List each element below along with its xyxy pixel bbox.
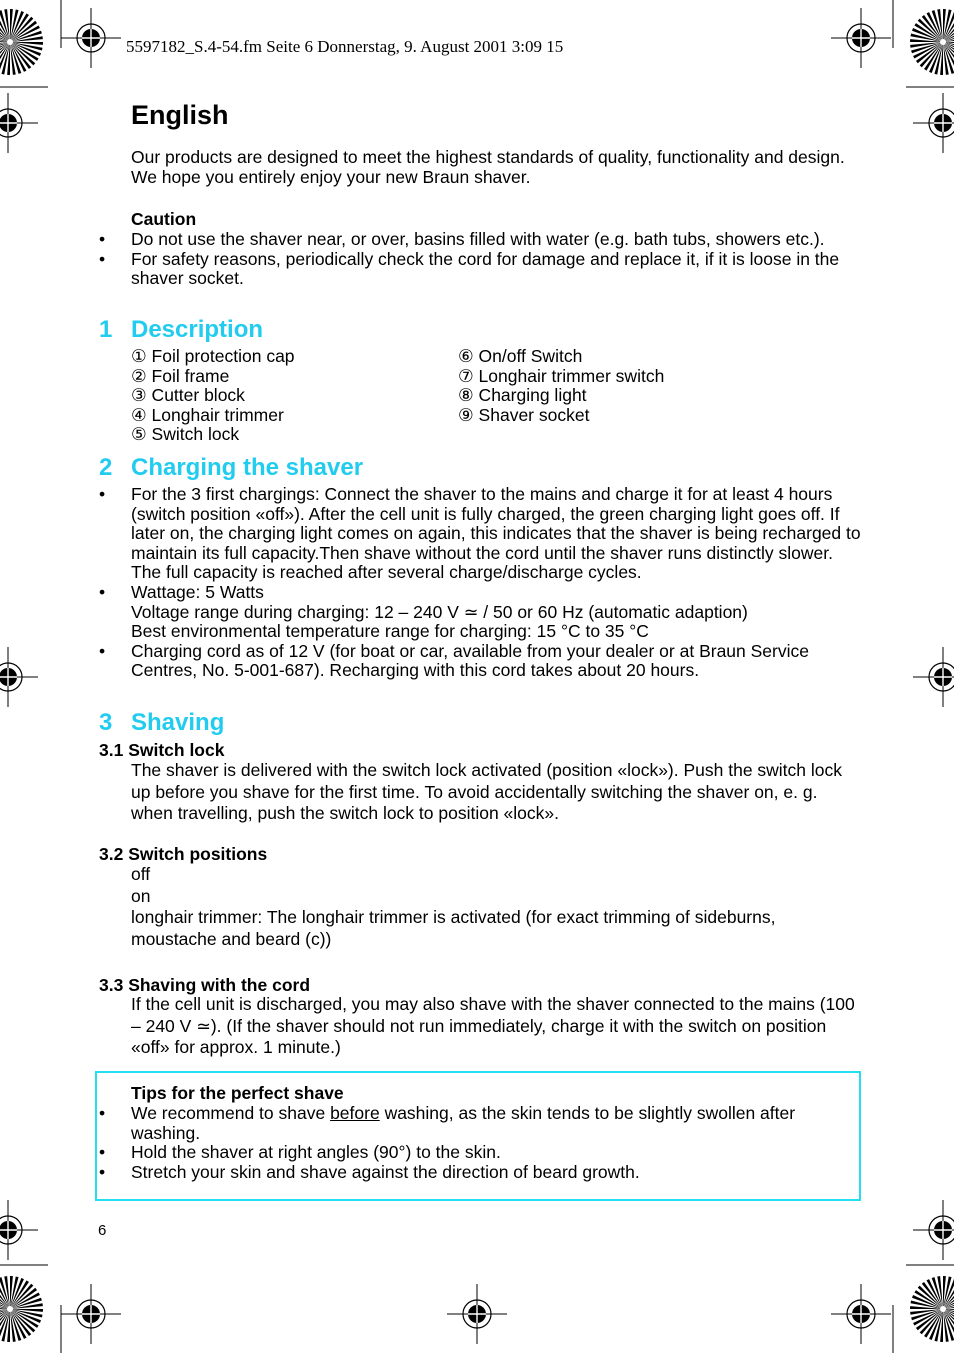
list-item: longhair trimmer: The longhair trimmer is activated (for exact trimming of sideburns, moustache and beard (c))	[131, 907, 776, 949]
list-item: • Stretch your skin and shave against the direction of beard growth.	[99, 1161, 640, 1182]
charging-list	[99, 485, 861, 681]
list-item: • For safety reasons, periodically check the cord for damage and replace it, if it is loose in the shaver socket.	[99, 248, 840, 289]
page-number: 6	[98, 1222, 107, 1239]
bullet-icon: •	[99, 229, 106, 249]
file-header: 5597182_S.4-54.fm Seite 6 Donnerstag, 9. August 2001 3:09 15	[126, 37, 564, 56]
list-item: ⑥ On/off Switch	[458, 346, 583, 366]
switch-lock-paragraph: The shaver is delivered with the switch lock activated (position «lock»). Push the switch lock up before you shave for the first time. To avoid accidentally switching the shaver on, e. g. when travelling, push the switch lock to position «lock».	[131, 760, 843, 823]
list-item: ② Foil frame	[131, 365, 230, 386]
intro-paragraph: Our products are designed to meet the highest standards of quality, functionality and design. We hope you entirely enjoy your new Braun shaver.	[131, 147, 845, 187]
section-heading-description: 1 Description	[99, 316, 264, 343]
list-item: • For the 3 first chargings: Connect the shaver to the mains and charge it for at least 4 hours (switch position «off»). After the cell unit is fully charged, the green charging light goes off. If later on, the charging light comes on again, this indicates that the shaver is being recharged to maintain its full capacity.Then shave without the cord until the shaver runs distinctly slower. The full capacity is reached after several charge/discharge cycles.	[99, 484, 861, 583]
bullet-icon: •	[99, 1161, 106, 1182]
list-item: ① Foil protection cap	[131, 346, 295, 366]
list-item: ④ Longhair trimmer	[131, 404, 284, 425]
list-item: ⑤ Switch lock	[131, 424, 240, 445]
list-item: • We recommend to shave before washing, as the skin tends to be slightly swollen after washing.	[99, 1103, 796, 1143]
switch-positions-list	[131, 864, 861, 950]
subsection-heading-switch-lock: 3.1 Switch lock	[99, 740, 225, 760]
list-item: ⑧ Charging light	[458, 385, 587, 406]
list-item: off	[131, 864, 151, 884]
language-title: English	[131, 100, 229, 130]
tips-list	[99, 1104, 855, 1182]
list-item: ⑨ Shaver socket	[458, 404, 590, 425]
caution-heading: Caution	[131, 209, 197, 229]
list-item: • Hold the shaver at right angles (90°) to the skin.	[99, 1142, 501, 1163]
list-item: • Wattage: 5 Watts Voltage range during charging: 12 – 240 V ≃ / 50 or 60 Hz (automatic adaption) Best environmental temperature range for charging: 15 °C to 35 °C	[99, 581, 748, 642]
section-heading-charging: 2 Charging the shaver	[99, 454, 364, 481]
list-item: • Charging cord as of 12 V (for boat or car, available from your dealer or at Braun Service Centres, No. 5-001-687). Recharging with this cord takes about 20 hours.	[99, 640, 809, 681]
list-item: ⑦ Longhair trimmer switch	[458, 365, 665, 386]
bullet-icon: •	[99, 1103, 106, 1123]
parts-list-right	[458, 347, 664, 425]
tips-heading: Tips for the perfect shave	[131, 1083, 344, 1103]
bullet-icon: •	[99, 640, 106, 661]
section-heading-shaving: 3 Shaving	[99, 709, 225, 736]
bullet-icon: •	[99, 248, 106, 269]
cord-paragraph: If the cell unit is discharged, you may also shave with the shaver connected to the mains (100 – 240 V ≃). (If the shaver should not run immediately, charge it with the switch on position «off» for approx. 1 minute.)	[131, 994, 855, 1057]
list-item: • Do not use the shaver near, or over, basins filled with water (e.g. bath tubs, showers etc.).	[99, 229, 825, 249]
subsection-heading-switch-positions: 3.2 Switch positions	[99, 844, 268, 864]
list-item: on	[131, 885, 151, 906]
subsection-heading-cord: 3.3 Shaving with the cord	[99, 975, 311, 995]
bullet-icon: •	[99, 484, 106, 504]
bullet-icon: •	[99, 581, 106, 602]
list-item: ③ Cutter block	[131, 385, 245, 406]
bullet-icon: •	[99, 1142, 106, 1163]
caution-list	[99, 230, 861, 289]
parts-list-left	[131, 347, 295, 445]
